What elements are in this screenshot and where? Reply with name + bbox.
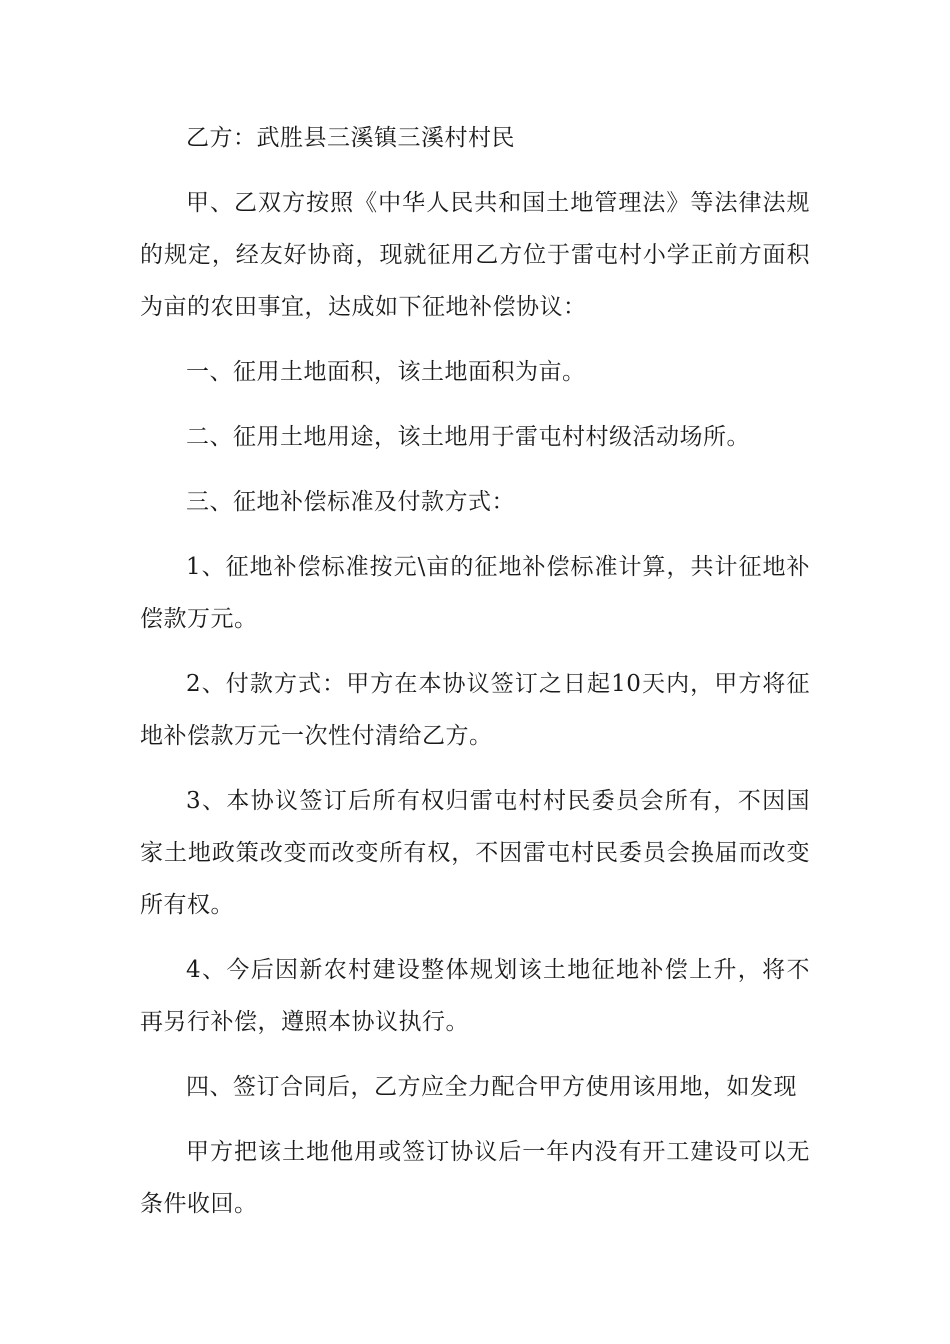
clause-4: 四、签订合同后，乙方应全力配合甲方使用该用地，如发现 (186, 1074, 797, 1100)
party-b-line: 乙方：武胜县三溪镇三溪村村民 (186, 125, 515, 151)
clause-3-item-1: 1、征地补偿标准按元\亩的征地补偿标准计算，共计征地补偿款万元。 (140, 554, 810, 632)
clause-3-item-2: 2、付款方式：甲方在本协议签订之日起10天内，甲方将征地补偿款万元一次性付清给乙方。 (140, 671, 810, 749)
clause-4-continued: 甲方把该土地他用或签订协议后一年内没有开工建设可以无条件收回。 (140, 1139, 810, 1217)
document-body (140, 112, 810, 1243)
clause-3-item-4: 4、今后因新农村建设整体规划该土地征地补偿上升，将不再另行补偿，遵照本协议执行。 (140, 957, 810, 1035)
clause-3-item-3: 3、本协议签订后所有权归雷屯村村民委员会所有，不因国家土地政策改变而改变所有权，不因雷屯村民委员会换届而改变所有权。 (140, 788, 810, 918)
clause-2-land-use: 二、征用土地用途，该土地用于雷屯村村级活动场所。 (186, 424, 750, 450)
clause-3-compensation-heading: 三、征地补偿标准及付款方式： (186, 489, 515, 515)
intro-paragraph: 甲、乙双方按照《中华人民共和国土地管理法》等法律法规的规定，经友好协商，现就征用乙方位于雷屯村小学正前方面积为亩的农田事宜，达成如下征地补偿协议： (140, 190, 810, 320)
clause-1-land-area: 一、征用土地面积，该土地面积为亩。 (186, 359, 586, 385)
